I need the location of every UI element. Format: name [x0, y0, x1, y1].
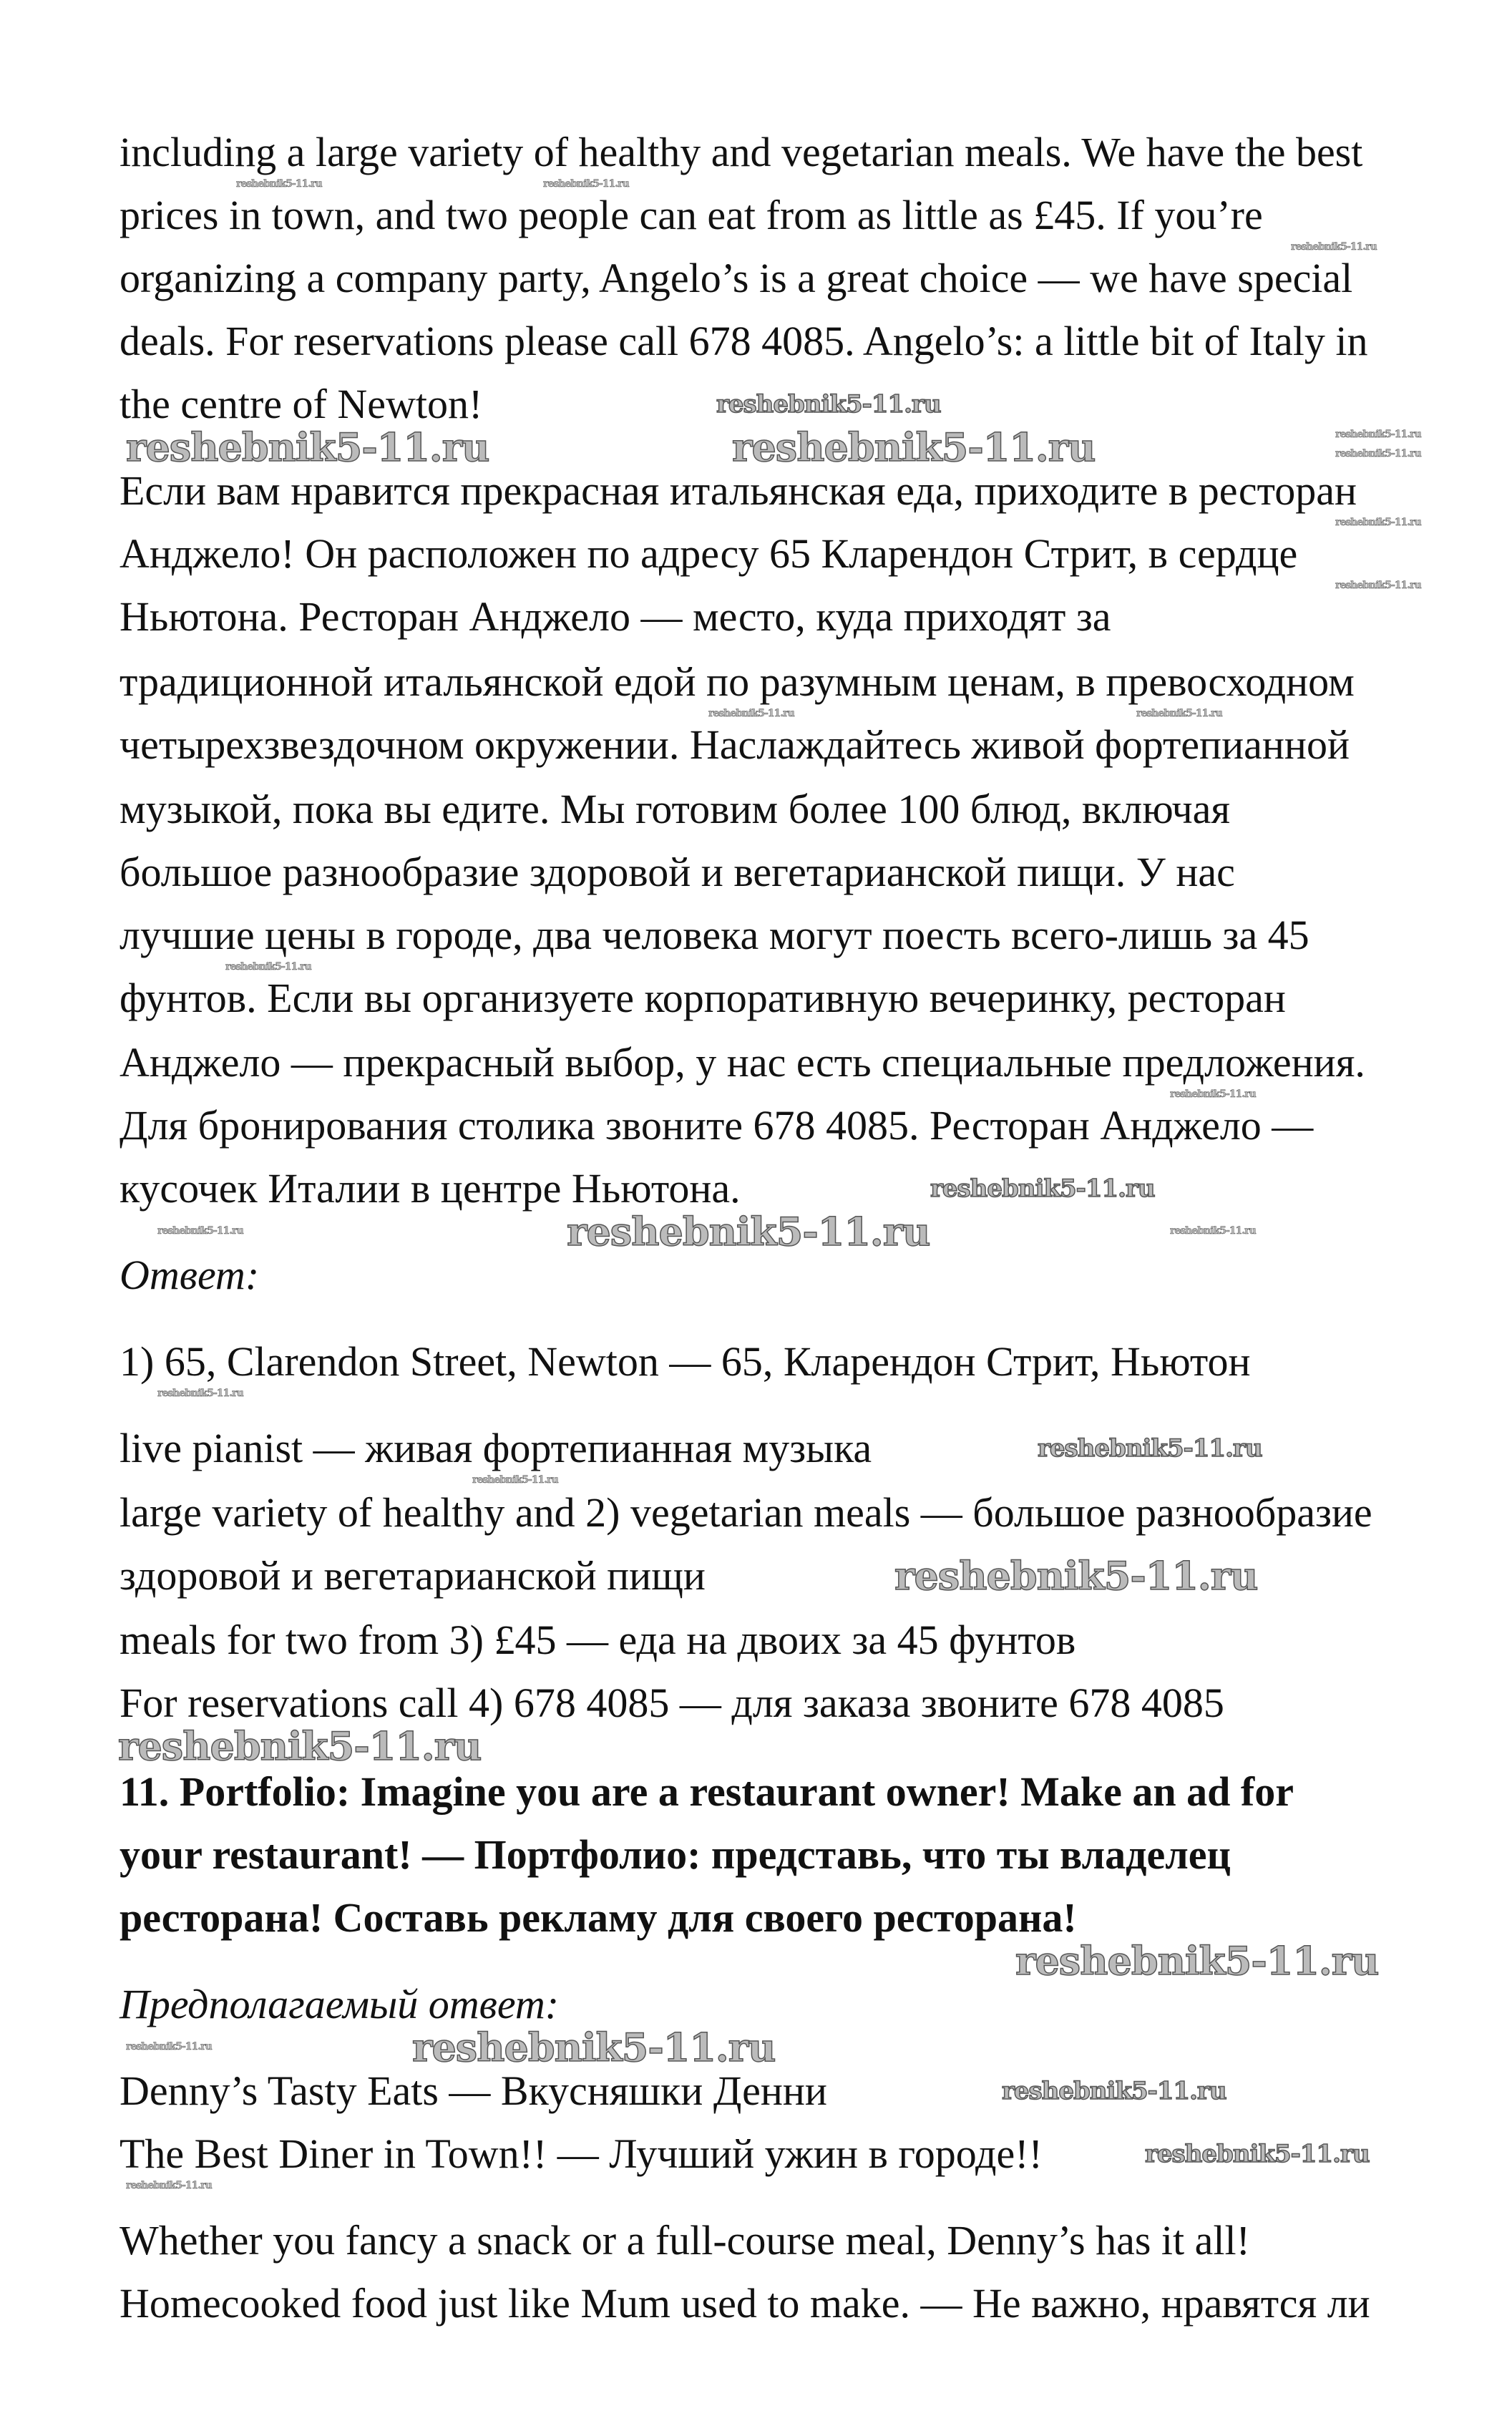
text-line: Denny’s Tasty Eats — Вкусняшки Денни — [120, 2067, 827, 2114]
text-line: prices in town, and two people can eat from as little as £45. If you’re — [120, 192, 1263, 238]
text-line: ресторана! Составь рекламу для своего ресторана! — [120, 1894, 1077, 1941]
text-line: Homecooked food just like Mum used to make. — Не важно, нравятся ли — [120, 2280, 1370, 2327]
watermark: reshebnik5-11.ru — [1170, 1225, 1256, 1237]
watermark: reshebnik5-11.ru — [1038, 1434, 1262, 1463]
watermark: reshebnik5-11.ru — [930, 1174, 1155, 1203]
watermark: reshebnik5-11.ru — [1170, 1088, 1256, 1100]
text-line: традиционной итальянской едой по разумным ценам, в превосходном — [120, 658, 1355, 705]
text-line: Ньютона. Ресторан Анджело — место, куда приходят за — [120, 593, 1111, 640]
text-line: здоровой и вегетарианской пищи — [120, 1552, 706, 1599]
watermark: reshebnik5-11.ru — [732, 424, 1096, 470]
text-line: четырехзвездочном окружении. Наслаждайтесь живой фортепианной — [120, 721, 1350, 768]
text-line: Анджело! Он расположен по адресу 65 Кларендон Стрит, в сердце — [120, 530, 1298, 577]
watermark: reshebnik5-11.ru — [126, 2180, 212, 2191]
watermark: reshebnik5-11.ru — [1335, 448, 1421, 459]
text-line: For reservations call 4) 678 4085 — для заказа звоните 678 4085 — [120, 1680, 1224, 1726]
text-line: фунтов. Если вы организуете корпоративную вечеринку, ресторан — [120, 975, 1286, 1021]
watermark: reshebnik5-11.ru — [1002, 2077, 1226, 2105]
watermark: reshebnik5-11.ru — [1335, 429, 1421, 440]
text-line: large variety of healthy and 2) vegetarian meals — большое разнообразие — [120, 1489, 1372, 1536]
watermark: reshebnik5-11.ru — [118, 1723, 482, 1769]
text-line: Для бронирования столика звоните 678 4085. Ресторан Анджело — — [120, 1102, 1314, 1149]
watermark: reshebnik5-11.ru — [894, 1553, 1258, 1599]
watermark: reshebnik5-11.ru — [412, 2025, 776, 2070]
watermark: reshebnik5-11.ru — [716, 390, 941, 419]
watermark: reshebnik5-11.ru — [708, 708, 794, 719]
watermark: reshebnik5-11.ru — [225, 961, 311, 973]
text-line: 1) 65, Clarendon Street, Newton — 65, Кларендон Стрит, Ньютон — [120, 1338, 1251, 1385]
watermark: reshebnik5-11.ru — [1145, 2140, 1370, 2168]
text-line: meals for two from 3) £45 — еда на двоих за 45 фунтов — [120, 1617, 1076, 1663]
watermark: reshebnik5-11.ru — [1015, 1938, 1379, 1984]
watermark: reshebnik5-11.ru — [157, 1388, 243, 1399]
text-line: кусочек Италии в центре Ньютона. — [120, 1165, 741, 1212]
text-line: live pianist — живая фортепианная музыка — [120, 1425, 872, 1471]
text-line: музыкой, пока вы едите. Мы готовим более 100 блюд, включая — [120, 786, 1231, 832]
watermark: reshebnik5-11.ru — [567, 1209, 930, 1255]
text-line: Анджело — прекрасный выбор, у нас есть специальные предложения. — [120, 1039, 1365, 1086]
text-line: the centre of Newton! — [120, 381, 483, 427]
text-line: The Best Diner in Town!! — Лучший ужин в городе!! — [120, 2130, 1043, 2177]
text-line: большое разнообразие здоровой и вегетарианской пищи. У нас — [120, 849, 1235, 895]
text-line: лучшие цены в городе, два человека могут поесть всего-лишь за 45 — [120, 912, 1309, 958]
watermark: reshebnik5-11.ru — [1335, 580, 1421, 591]
watermark: reshebnik5-11.ru — [472, 1474, 558, 1486]
answer-label: Ответ: — [120, 1252, 260, 1298]
watermark: reshebnik5-11.ru — [1291, 241, 1377, 253]
text-line: Whether you fancy a snack or a full-course meal, Denny’s has it all! — [120, 2217, 1250, 2264]
text-line: your restaurant! — Портфолио: представь, что ты владелец — [120, 1831, 1231, 1878]
watermark: reshebnik5-11.ru — [126, 2041, 212, 2052]
task-heading: 11. Portfolio: Imagine you are a restaurant owner! Make an ad for — [120, 1768, 1294, 1815]
watermark: reshebnik5-11.ru — [157, 1225, 243, 1237]
watermark: reshebnik5-11.ru — [1335, 517, 1421, 528]
text-line: including a large variety of healthy and vegetarian meals. We have the best — [120, 129, 1363, 175]
watermark: reshebnik5-11.ru — [543, 178, 629, 190]
text-line: Если вам нравится прекрасная итальянская еда, приходите в ресторан — [120, 467, 1357, 514]
watermark: reshebnik5-11.ru — [1136, 708, 1222, 719]
text-line: organizing a company party, Angelo’s is a great choice — we have special — [120, 255, 1353, 301]
text-line: deals. For reservations please call 678 4085. Angelo’s: a little bit of Italy in — [120, 318, 1368, 364]
answer-label: Предполагаемый ответ: — [120, 1981, 560, 2027]
watermark: reshebnik5-11.ru — [126, 424, 489, 470]
watermark: reshebnik5-11.ru — [236, 178, 322, 190]
